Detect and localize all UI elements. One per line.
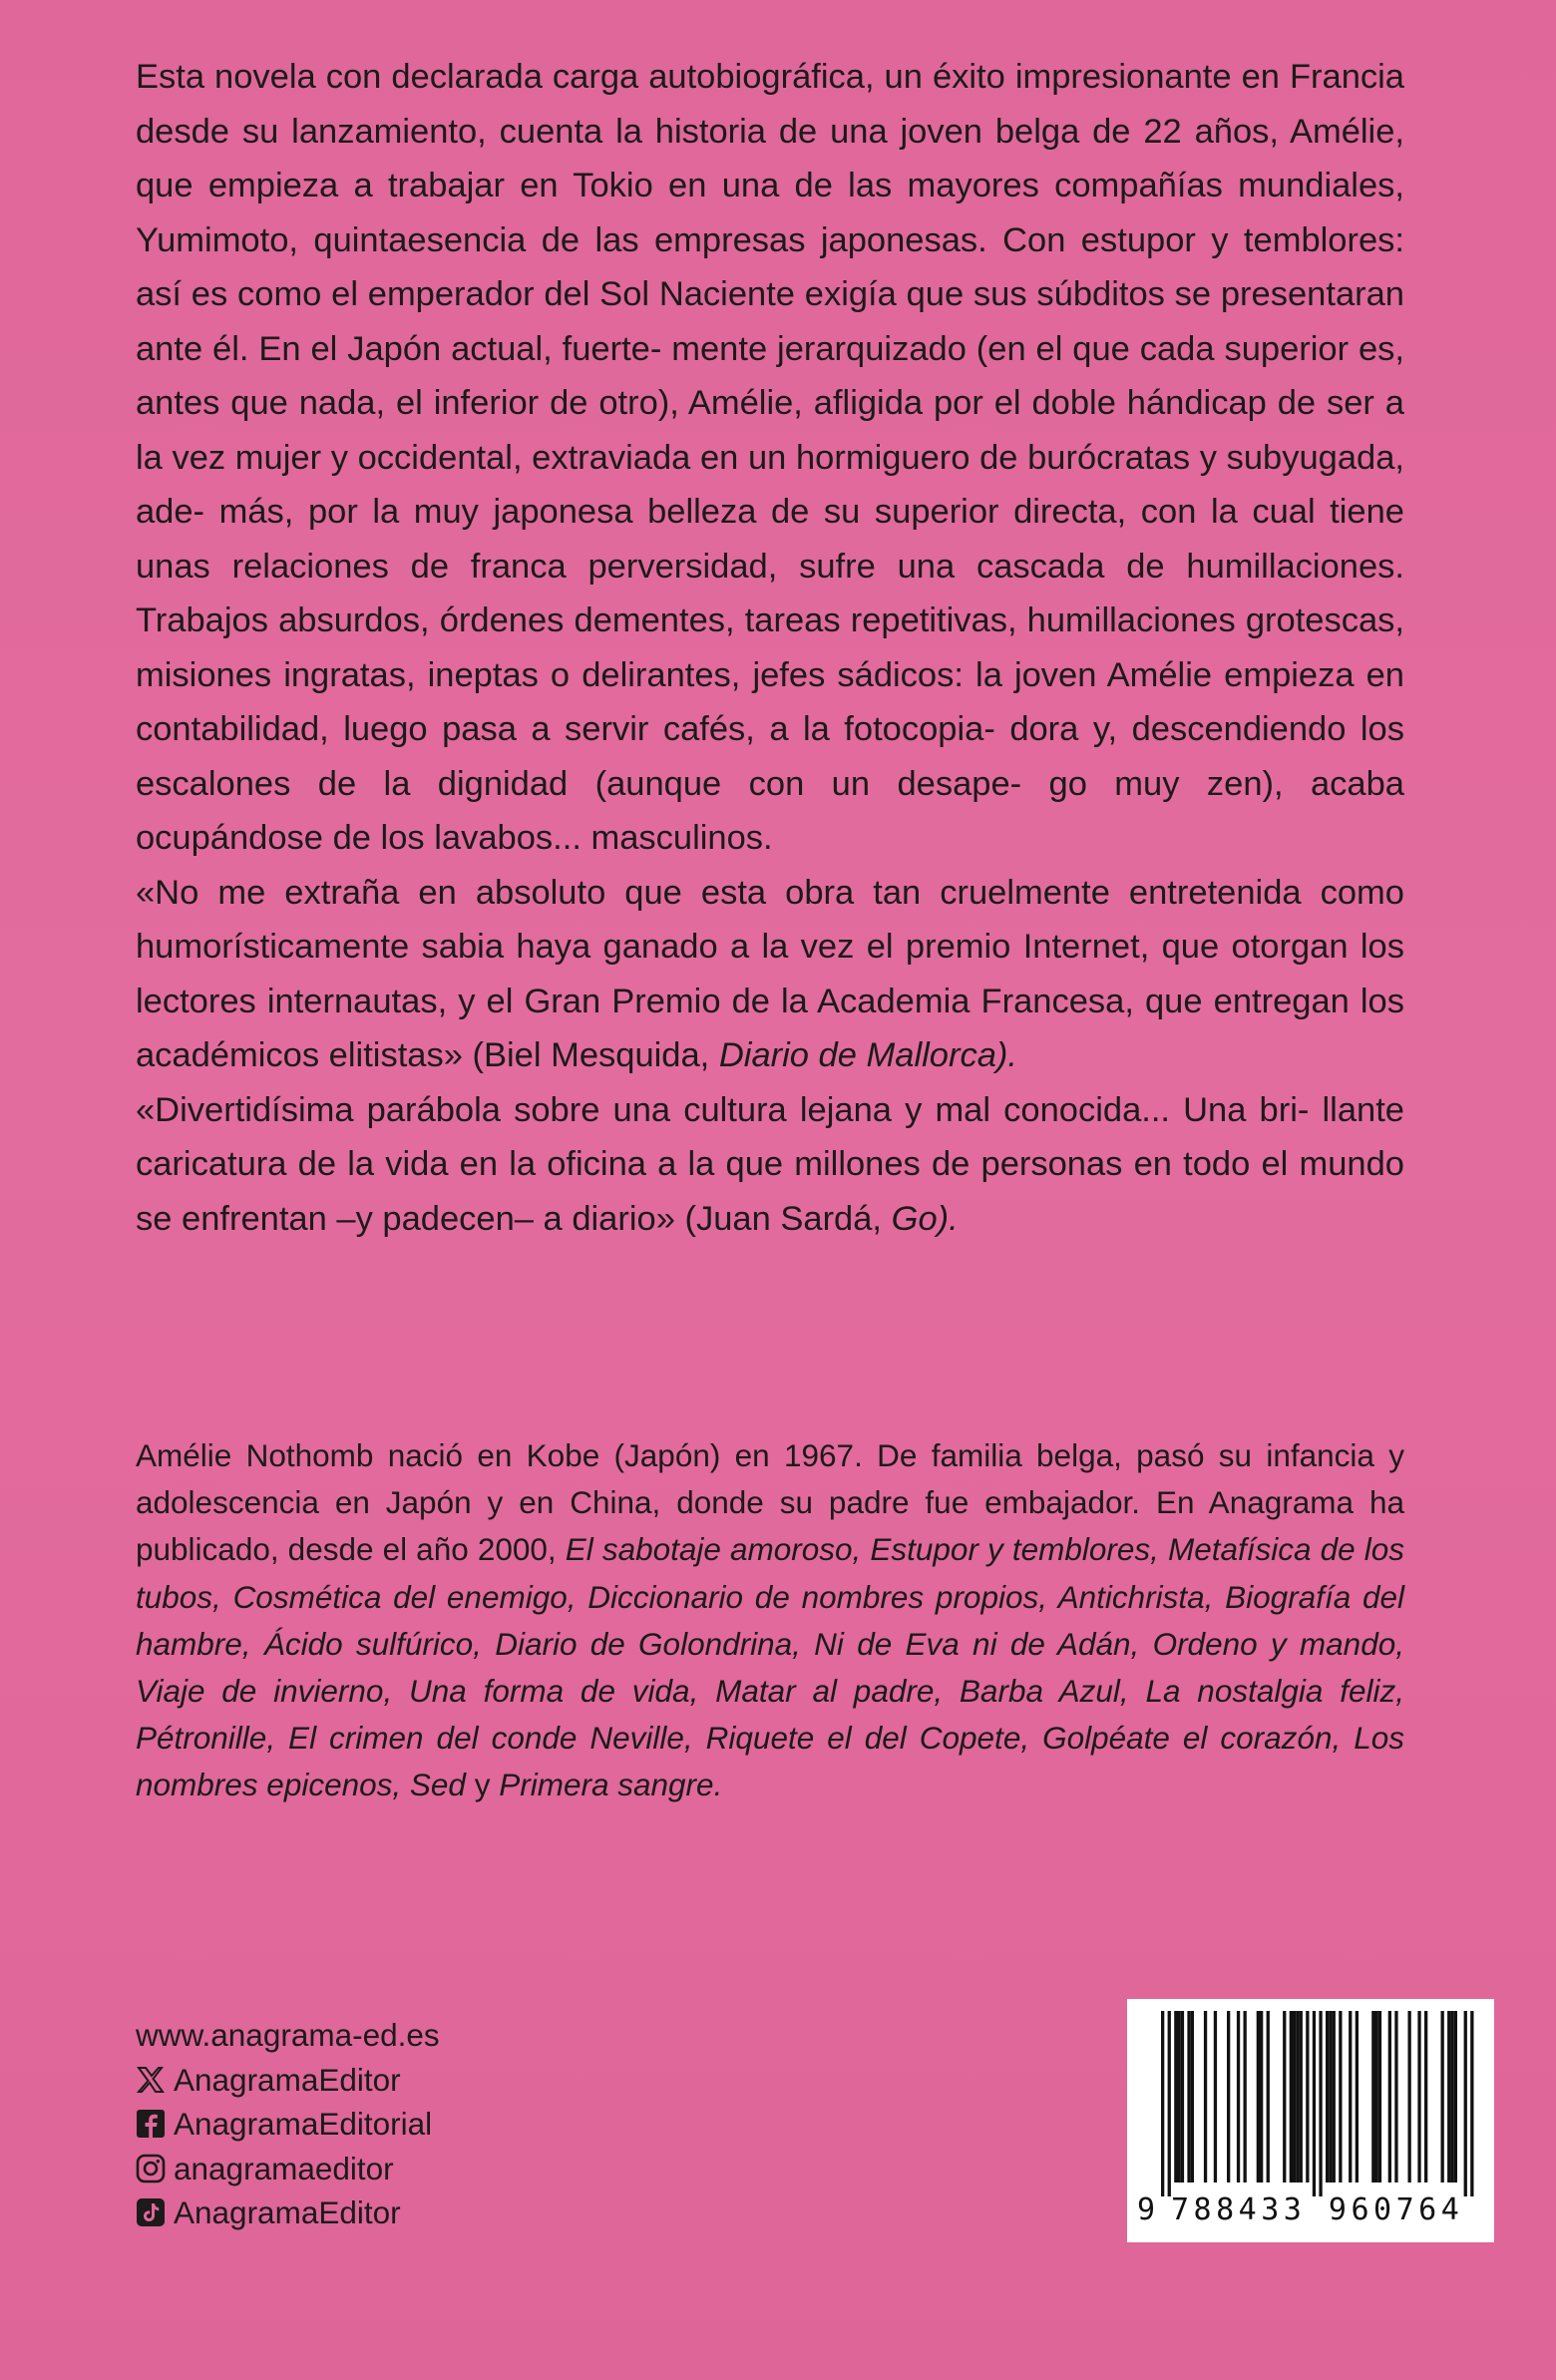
barcode-bar bbox=[1290, 2011, 1293, 2182]
barcode-bar bbox=[1424, 2011, 1427, 2182]
synopsis-line: grotescas, misiones ingratas, ineptas o delirantes, jefes sádicos: la joven bbox=[136, 601, 1404, 694]
x-link[interactable] bbox=[136, 2058, 734, 2103]
barcode-bar bbox=[1371, 2011, 1374, 2182]
instagram-link[interactable] bbox=[136, 2147, 734, 2191]
synopsis-line: Esta novela con declarada carga autobiográfica, un éxito impresionante bbox=[136, 58, 1232, 96]
quote-line: como humorísticamente sabia haya ganado a la vez el premio Internet, bbox=[136, 873, 1404, 966]
synopsis-line: Amélie empieza en contabilidad, luego pasa a servir cafés, a la fotocopia- bbox=[136, 655, 1404, 748]
bio-line: infancia y adolescencia en Japón y en China, donde su padre fue embajador. bbox=[136, 1437, 1404, 1521]
bio-titles: de Eva ni de Adán, Ordeno y mando, Viaje de invierno, Una forma de vida, Matar al bbox=[136, 1625, 1404, 1710]
synopsis-line: 22 años, Amélie, que empieza a trabajar en Tokio en una de las mayores bbox=[136, 112, 1404, 204]
synopsis-line: Con estupor y temblores: así es como el emperador del Sol Naciente bbox=[136, 220, 1404, 313]
barcode-bar bbox=[1333, 2011, 1336, 2182]
quote-line: llante caricatura de la vida en la oficina a la que millones de personas en bbox=[136, 1090, 1404, 1183]
barcode-bar bbox=[1450, 2011, 1453, 2182]
quote-line: que otorgan los lectores internautas, y el Gran Premio de la Academia bbox=[136, 928, 1404, 1020]
barcode-bar bbox=[1181, 2011, 1184, 2182]
barcode-bar bbox=[1447, 2011, 1450, 2182]
barcode-bar bbox=[1260, 2011, 1263, 2182]
x-handle: AnagramaEditor bbox=[174, 2061, 401, 2098]
barcode-bar bbox=[1356, 2011, 1359, 2182]
author-bio-paragraph bbox=[136, 1432, 1404, 1809]
instagram-icon bbox=[136, 2154, 166, 2183]
barcode-bar bbox=[1388, 2011, 1391, 2182]
barcode-bar bbox=[1187, 2011, 1190, 2182]
barcode-bar bbox=[1464, 2011, 1467, 2196]
quote-line: «No me extraña en absoluto que esta obra tan cruelmente entretenida bbox=[136, 873, 1302, 912]
barcode-bar bbox=[1244, 2011, 1247, 2182]
barcode-bar bbox=[1283, 2011, 1286, 2182]
quote-line: «Divertidísima parábola sobre una cultura lejana y mal conocida... Una bri- bbox=[136, 1090, 1310, 1129]
facebook-link[interactable] bbox=[136, 2102, 734, 2147]
bio-line: Amélie Nothomb nació en Kobe (Japón) en 1967. De familia belga, pasó su bbox=[136, 1437, 1253, 1473]
bio-titles: temblores, Metafísica de los tubos, Cosmética del enemigo, Diccionario de nombres bbox=[136, 1531, 1404, 1615]
barcode-bar bbox=[1394, 2011, 1397, 2182]
review-quote-mesquida bbox=[136, 866, 1404, 1083]
barcode-bar bbox=[1408, 2011, 1411, 2182]
barcode-bar bbox=[1257, 2011, 1260, 2182]
synopsis-line: Trabajos absurdos, órdenes dementes, tareas repetitivas, humillaciones bbox=[136, 601, 1236, 639]
synopsis-line: unas relaciones de franca perversidad, sufre una cascada de humillaciones. bbox=[136, 547, 1404, 586]
facebook-icon bbox=[136, 2109, 166, 2139]
synopsis-paragraph bbox=[136, 50, 1404, 866]
barcode-bar bbox=[1267, 2011, 1270, 2182]
bio-titles: Primera sangre. bbox=[499, 1767, 723, 1803]
quote-line: todo el mundo se enfrentan –y padecen– a diario» (Juan Sardá, bbox=[136, 1145, 1404, 1238]
barcode-bar bbox=[1441, 2011, 1444, 2182]
barcode-bar bbox=[1174, 2011, 1177, 2182]
facebook-handle: AnagramaEditorial bbox=[174, 2106, 433, 2142]
synopsis-line: compañías mundiales, Yumimoto, quintaesencia de las empresas japonesas. bbox=[136, 167, 1404, 259]
website-link[interactable] bbox=[136, 2013, 734, 2058]
synopsis bbox=[136, 50, 1404, 1246]
quote-source: Go). bbox=[891, 1199, 959, 1238]
x-logo-icon bbox=[136, 2065, 166, 2095]
synopsis-line: exigía que sus súbditos se presentaran ante él. En el Japón actual, fuerte- bbox=[136, 275, 1404, 368]
barcode-bar bbox=[1375, 2011, 1378, 2182]
synopsis-line: go muy zen), acaba ocupándose de los lavabos... masculinos. bbox=[136, 764, 1404, 857]
synopsis-line: más, por la muy japonesa belleza de su superior directa, con la cual tiene bbox=[218, 493, 1404, 531]
barcode-bar bbox=[1417, 2011, 1420, 2182]
barcode-bars bbox=[1127, 1999, 1494, 2198]
synopsis-line: occidental, extraviada en un hormiguero de burócratas y subyugada, ade- bbox=[136, 438, 1405, 531]
website-label: www.anagrama-ed.es bbox=[136, 2017, 440, 2053]
barcode-bar bbox=[1454, 2011, 1457, 2182]
barcode-bar bbox=[1191, 2011, 1194, 2182]
review-quote-sarda bbox=[136, 1083, 1404, 1247]
barcode-bar bbox=[1227, 2011, 1230, 2182]
barcode-bar bbox=[1339, 2011, 1342, 2182]
barcode-bar bbox=[1378, 2011, 1381, 2182]
barcode-bar bbox=[1296, 2011, 1299, 2182]
quote-line: Francesa, que entregan los académicos elitistas» (Biel Mesquida, bbox=[136, 982, 1404, 1074]
bio-conjunction: y bbox=[474, 1767, 491, 1803]
tiktok-link[interactable] bbox=[136, 2190, 734, 2235]
barcode-bar bbox=[1214, 2011, 1217, 2182]
barcode-bar bbox=[1326, 2011, 1329, 2182]
barcode-bar bbox=[1237, 2011, 1240, 2182]
tiktok-handle: AnagramaEditor bbox=[174, 2194, 401, 2230]
bio-titles: del Copete, Golpéate el corazón, Los nombres epicenos, Sed bbox=[136, 1720, 1404, 1803]
barcode-bar bbox=[1204, 2011, 1207, 2182]
quote-source: Diario de bbox=[718, 1036, 857, 1074]
barcode-bar bbox=[1470, 2011, 1473, 2196]
synopsis-line: mente jerarquizado (en el que cada superior es, antes que nada, el inferior bbox=[136, 329, 1404, 422]
publisher-links bbox=[136, 2013, 734, 2235]
synopsis-line: en Francia desde su lanzamiento, cuenta la historia de una joven belga de bbox=[136, 58, 1404, 151]
tiktok-icon bbox=[136, 2197, 166, 2227]
bio-line: En Anagrama ha publicado, desde el año 2000, bbox=[136, 1484, 1404, 1568]
isbn-remaining-digits: 788433 960764 bbox=[1171, 2192, 1464, 2227]
isbn-barcode bbox=[1127, 1999, 1494, 2242]
synopsis-line: dora y, descendiendo los escalones de la dignidad (aunque con un desape- bbox=[136, 710, 1404, 803]
quote-source: Mallorca). bbox=[866, 1036, 1017, 1074]
isbn-first-digit: 9 bbox=[1137, 2192, 1156, 2227]
bio-titles: propios, Antichrista, Biografía del hambre, Ácido sulfúrico, Diario de Golondrina, Ni bbox=[136, 1578, 1404, 1662]
barcode-bar bbox=[1161, 2011, 1164, 2196]
barcode-bar bbox=[1178, 2011, 1181, 2182]
synopsis-line: de otro), Amélie, afligida por el doble hándicap de ser a la vez mujer y bbox=[136, 384, 1404, 477]
instagram-handle: anagramaeditor bbox=[174, 2150, 394, 2186]
bio-titles: El sabotaje amoroso, Estupor y bbox=[565, 1531, 1003, 1568]
isbn-digits bbox=[1127, 2188, 1494, 2232]
barcode-bar bbox=[1306, 2011, 1309, 2182]
barcode-bar bbox=[1300, 2011, 1303, 2182]
bio-titles: padre, Barba Azul, La nostalgia feliz, Pétronille, El crimen del conde Neville, Riquete el bbox=[136, 1673, 1404, 1757]
barcode-bar bbox=[1329, 2011, 1332, 2182]
barcode-bar bbox=[1293, 2011, 1296, 2182]
barcode-bar bbox=[1168, 2011, 1171, 2196]
barcode-bar bbox=[1349, 2011, 1352, 2182]
barcode-bar bbox=[1313, 2011, 1316, 2196]
author-bio bbox=[136, 1432, 1404, 1809]
barcode-bar bbox=[1319, 2011, 1322, 2196]
